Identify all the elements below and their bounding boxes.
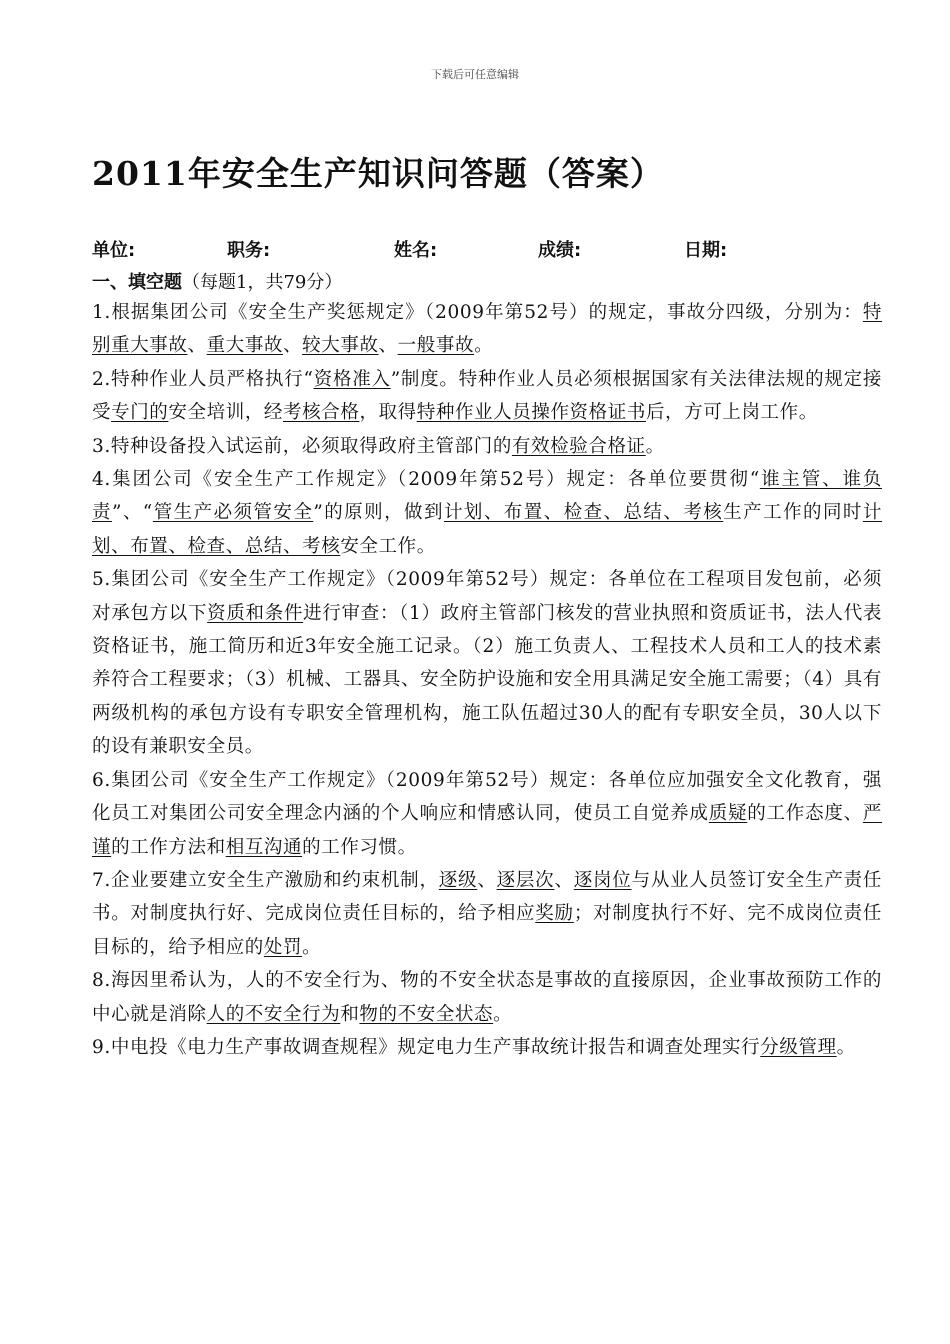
question-9 — [92, 1031, 882, 1064]
answer-blank: 谁主管、谁负责 — [92, 469, 882, 524]
question-text: 、 — [554, 869, 574, 891]
question-text: 8.海因里希认为，人的不安全行为、物的不安全状态是事故的直接原因，企业事故预防工作的中心就是消除 — [92, 970, 882, 1025]
question-5 — [92, 563, 882, 763]
answer-blank: 逐岗位 — [573, 869, 632, 891]
question-text: 的工作方法和 — [111, 836, 226, 858]
question-text: 4.集团公司《安全生产工作规定》（2009年第52号）规定：各单位要贯彻“ — [92, 469, 760, 491]
question-text: 、 — [283, 335, 303, 357]
question-list — [92, 296, 882, 1064]
question-3 — [92, 430, 882, 463]
section-heading — [92, 268, 342, 294]
answer-blank: 逐级 — [438, 869, 478, 891]
question-text: 2.特种作业人员严格执行“ — [92, 368, 314, 390]
question-text: 。 — [493, 1003, 513, 1025]
answer-blank: 人的不安全行为 — [206, 1003, 341, 1025]
question-text: 安全工作。 — [340, 535, 436, 557]
answer-blank: 特种作业人员操作资格证书 — [416, 402, 646, 424]
question-4 — [92, 463, 882, 563]
question-text: 9.中电投《电力生产事故调查规程》规定电力生产事故统计报告和调查处理实行 — [92, 1036, 761, 1058]
question-8 — [92, 964, 882, 1031]
answer-blank: 质疑 — [708, 803, 748, 825]
info-field-date: 日期: — [684, 240, 728, 261]
question-text: 与从业人员签订安全生产责任书。对制度执行好、完成岗位责任目标的，给予相应 — [92, 869, 882, 925]
question-text: 安全培训，经 — [168, 402, 284, 424]
question-1 — [92, 296, 882, 363]
info-field-unit: 单位: — [92, 240, 136, 261]
question-7 — [92, 864, 882, 964]
question-text: ，取得 — [359, 402, 417, 424]
answer-blank: 重大事故 — [206, 335, 284, 357]
question-text: 和 — [340, 1003, 360, 1025]
answer-blank: 特别重大事故 — [92, 302, 882, 357]
question-text: ”制度。特种作业人员必须根据国家有关法律法规的规定接受 — [92, 368, 883, 424]
answer-blank: 严谨 — [92, 803, 882, 858]
question-text: 、 — [187, 335, 207, 357]
question-text: 的工作态度、 — [747, 803, 863, 825]
answer-blank: 奖励 — [535, 903, 574, 925]
question-text: 。 — [302, 936, 322, 958]
question-text: 、 — [378, 335, 398, 357]
question-6 — [92, 764, 882, 864]
answer-blank: 计划、布置、检查、总结、考核 — [443, 502, 724, 524]
header-note: 下载后可任意编辑 — [431, 68, 519, 81]
answer-blank: 较大事故 — [302, 335, 379, 357]
question-text: 。 — [474, 335, 494, 357]
answer-blank: 资质和条件 — [207, 602, 304, 624]
question-text: 。 — [645, 435, 665, 457]
answer-blank: 有效检验合格证 — [511, 435, 646, 457]
answer-blank: 处罚 — [263, 936, 303, 958]
question-text: 进行审查：（1）政府主管部门核发的营业执照和资质证书，法人代表资格证书，施工简历和近3年安全施工记录。（2）施工负责人、工程技术人员和工人的技术素养符合工程要求；（3）机械、工器具、安全防护设施和安全用具满足安全施工需要；（4）具有两级机构的承包方设有专职安全管理机构，施工队伍超过30人的配有专职安全员，30人以下的设有兼职安全员。 — [92, 602, 882, 758]
question-text: 6.集团公司《安全生产工作规定》（2009年第52号）规定：各单位应加强安全文化教育，强化员工对集团公司安全理念内涵的个人响应和情感认同，使员工自觉养成 — [92, 769, 882, 825]
section-title: 一、填空题 — [92, 272, 182, 293]
question-text: 。 — [836, 1036, 856, 1058]
answer-blank: 计划、布置、检查、总结、考核 — [92, 502, 882, 557]
question-text: 7.企业要建立安全生产激励和约束机制， — [92, 869, 439, 891]
answer-blank: 专门的 — [111, 402, 169, 424]
question-text: 1.根据集团公司《安全生产奖惩规定》（2009年第52号）的规定，事故分四级，分别为： — [92, 302, 863, 323]
question-text: 、 — [477, 869, 497, 891]
question-text: 的工作习惯。 — [302, 836, 417, 858]
info-field-score: 成绩: — [538, 240, 582, 261]
answer-blank: 相互沟通 — [225, 836, 303, 858]
question-2 — [92, 363, 882, 430]
answer-blank: 管生产必须管安全 — [152, 502, 314, 524]
question-text: ”的原则，做到 — [313, 502, 444, 524]
question-text: ；对制度执行不好、完不成岗位责任目标的，给予相应的 — [92, 903, 882, 958]
section-note: （每题1，共79分） — [182, 272, 343, 293]
question-text: ”、“ — [111, 502, 153, 524]
page-title: 2011年安全生产知识问答题（答案） — [92, 154, 664, 193]
question-text: 3.特种设备投入试运前，必须取得政府主管部门的 — [92, 435, 512, 457]
answer-blank: 物的不安全状态 — [359, 1003, 494, 1025]
answer-blank: 逐层次 — [496, 869, 555, 891]
question-text: 生产工作的同时 — [723, 502, 863, 524]
question-text: 5.集团公司《安全生产工作规定》（2009年第52号）规定：各单位在工程项目发包前，必须对承包方以下 — [92, 569, 882, 624]
answer-blank: 分级管理 — [760, 1036, 837, 1058]
info-field-position: 职务: — [227, 240, 271, 261]
answer-blank: 一般事故 — [397, 335, 475, 357]
info-field-name: 姓名: — [394, 240, 438, 261]
question-text: 后，方可上岗工作。 — [645, 402, 818, 424]
answer-blank: 考核合格 — [283, 402, 360, 424]
answer-blank: 资格准入 — [313, 368, 391, 390]
